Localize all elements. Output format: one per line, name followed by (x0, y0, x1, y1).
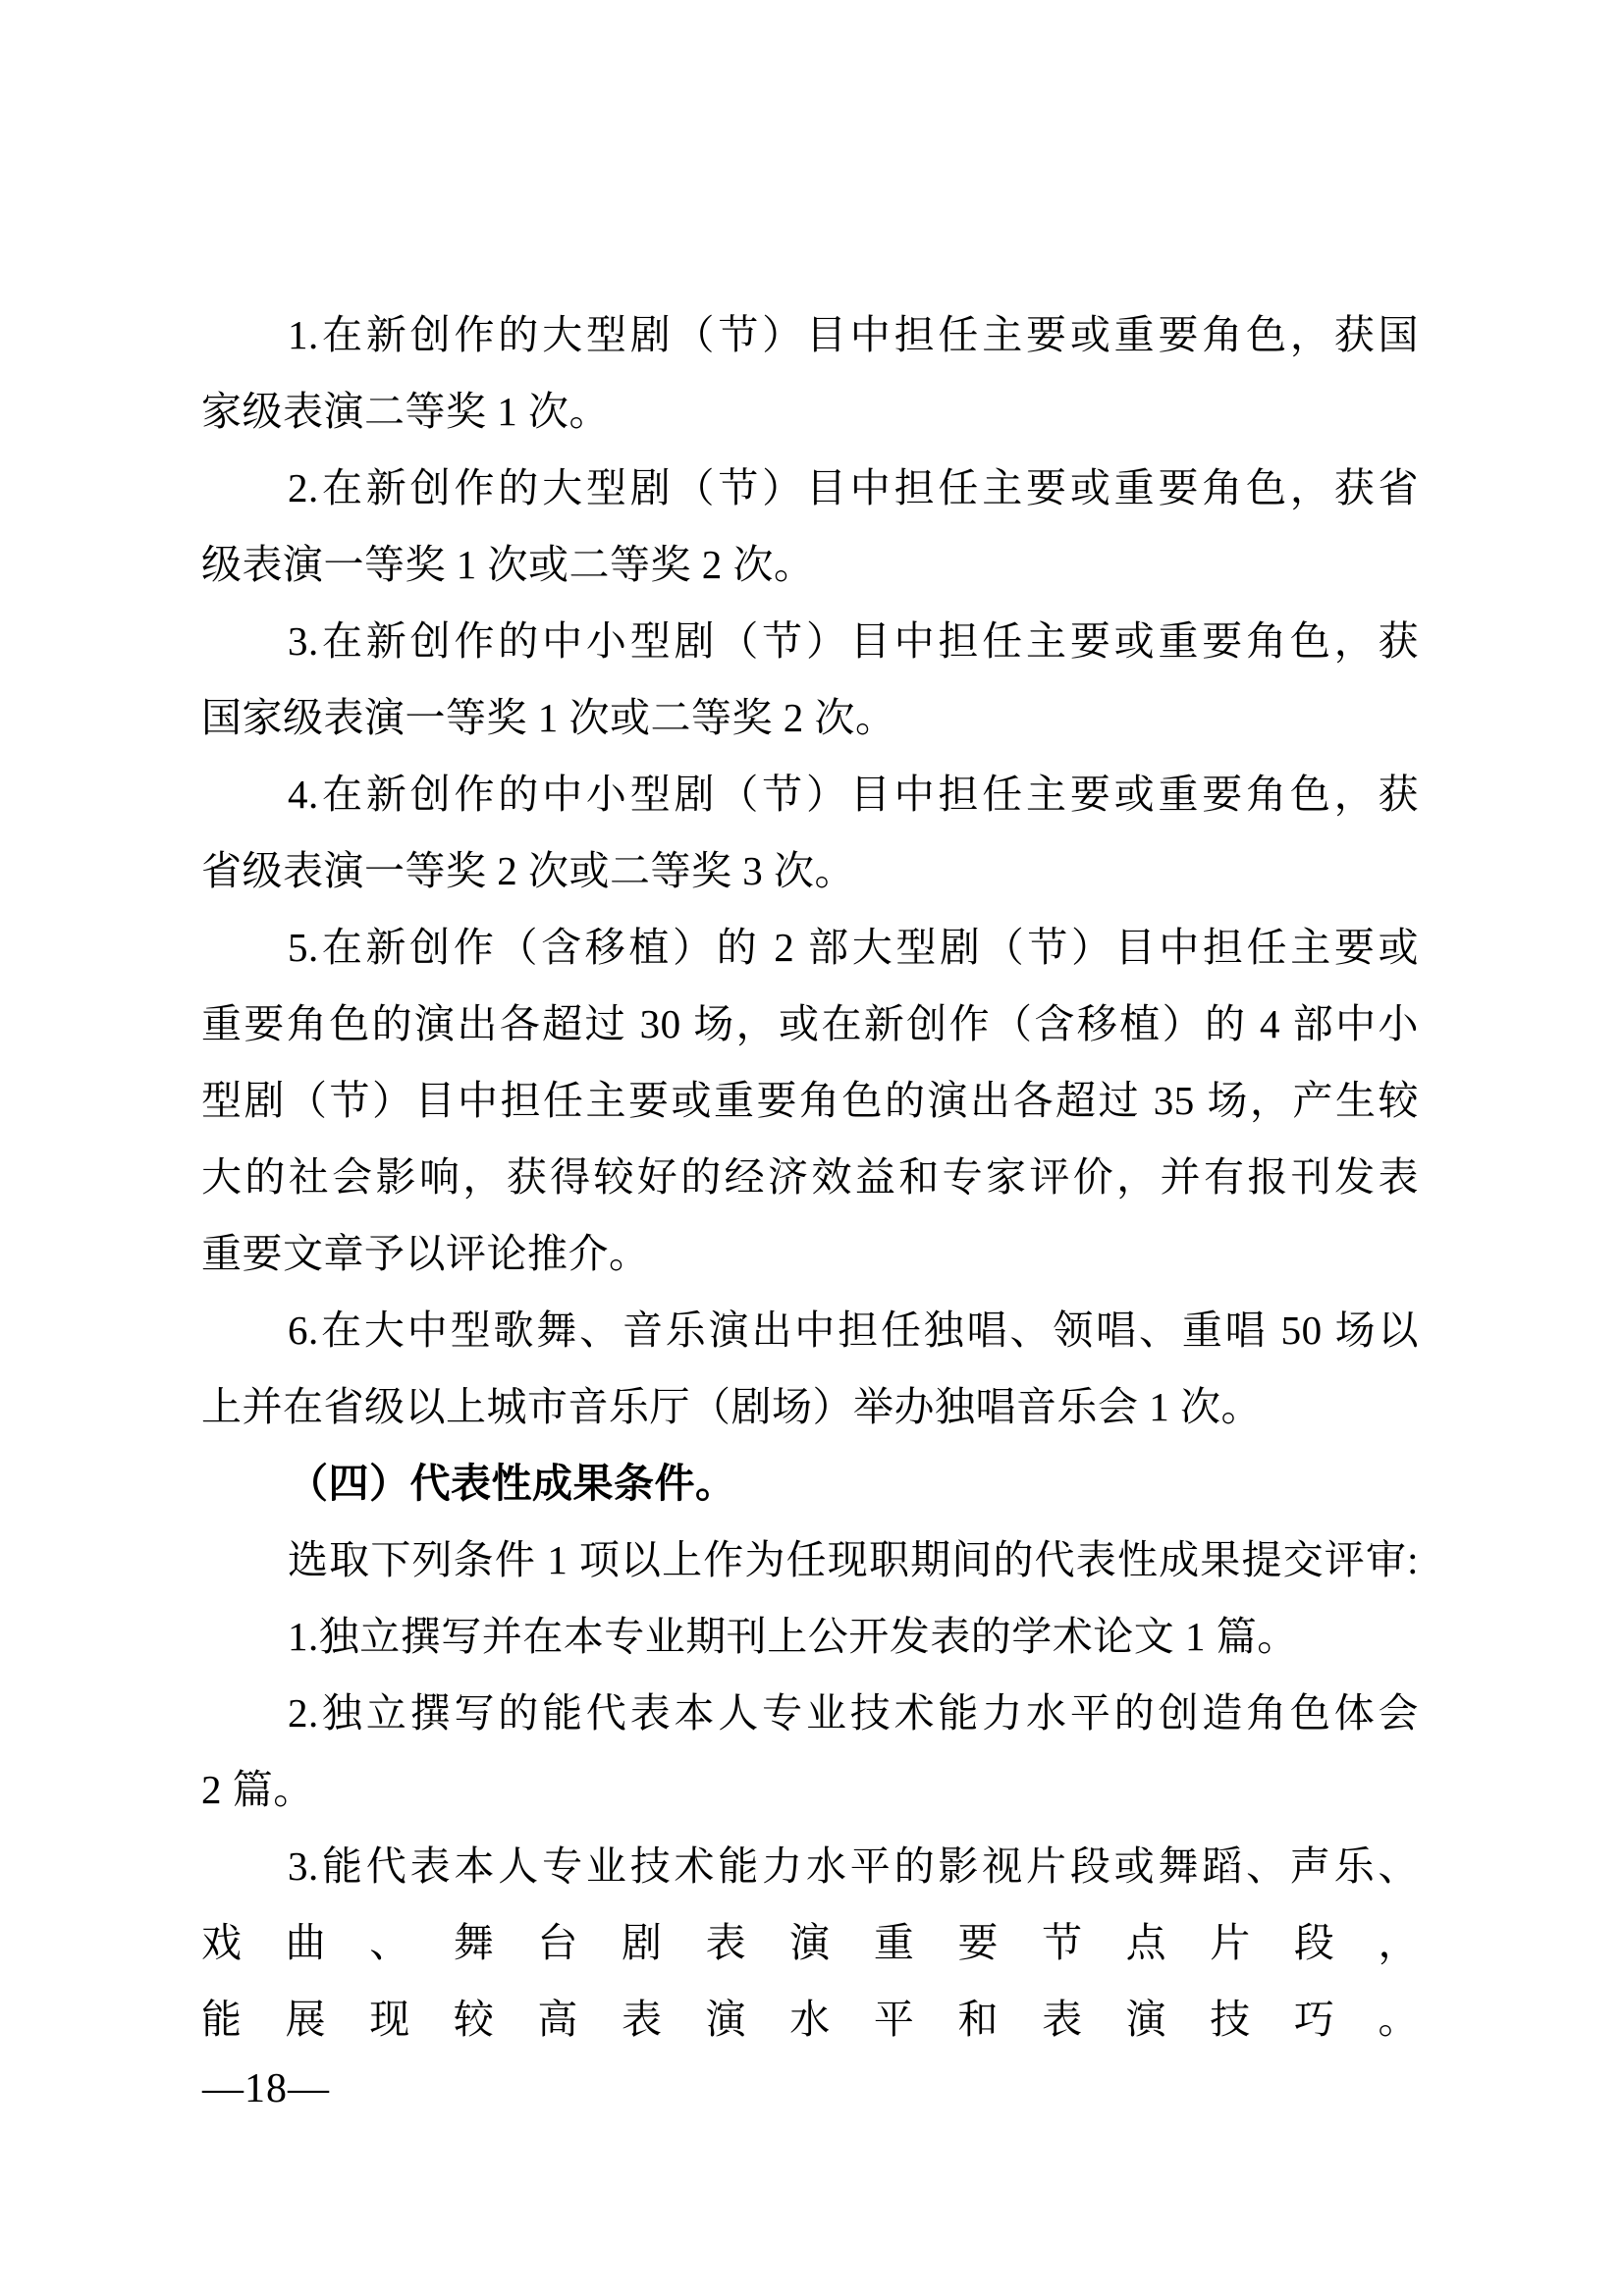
text-line: 重要文章予以评论推介。 (201, 1231, 650, 1276)
document-body (201, 296, 1419, 2042)
text-line: 3.能代表本人专业技术能力水平的影视片段或舞蹈、声乐、 (288, 1843, 1419, 1889)
text-line: 大的社会影响，获得较好的经济效益和专家评价，并有报刊发表 (201, 1154, 1419, 1200)
text-line: （四）代表性成果条件。 (288, 1461, 736, 1506)
text-line: 上并在省级以上城市音乐厅（剧场）举办独唱音乐会 1 次。 (201, 1384, 1262, 1429)
text-line: 重要角色的演出各超过 30 场，或在新创作（含移植）的 4 部中小 (201, 1001, 1419, 1046)
text-line: 级表演一等奖 1 次或二等奖 2 次。 (201, 542, 815, 587)
text-line: 戏曲、舞台剧表演重要节点片段，能展现较高表演水平和表演技巧。 (201, 1920, 1419, 2042)
text-line: 2.在新创作的大型剧（节）目中担任主要或重要角色，获省 (288, 465, 1419, 510)
text-line: 3.在新创作的中小型剧（节）目中担任主要或重要角色，获 (288, 618, 1419, 664)
page-number: —18— (202, 2066, 330, 2111)
text-line: 2.独立撰写的能代表本人专业技术能力水平的创造角色体会 (288, 1690, 1419, 1735)
text-line: 4.在新创作的中小型剧（节）目中担任主要或重要角色，获 (288, 772, 1419, 817)
text-line: 1.在新创作的大型剧（节）目中担任主要或重要角色，获国 (288, 312, 1419, 357)
text-line: 国家级表演一等奖 1 次或二等奖 2 次。 (201, 695, 896, 740)
text-line: 2 篇。 (201, 1767, 314, 1812)
text-line: 5.在新创作（含移植）的 2 部大型剧（节）目中担任主要或 (288, 925, 1419, 970)
text-line: 6.在大中型歌舞、音乐演出中担任独唱、领唱、重唱 50 场以 (288, 1308, 1419, 1353)
text-line: 型剧（节）目中担任主要或重要角色的演出各超过 35 场，产生较 (201, 1078, 1419, 1123)
text-line: 1.独立撰写并在本专业期刊上公开发表的学术论文 1 篇。 (288, 1614, 1298, 1659)
text-line: 家级表演二等奖 1 次。 (201, 389, 610, 434)
text-line: 省级表演一等奖 2 次或二等奖 3 次。 (201, 848, 855, 893)
text-line: 选取下列条件 1 项以上作为任现职期间的代表性成果提交评审: (288, 1537, 1419, 1582)
